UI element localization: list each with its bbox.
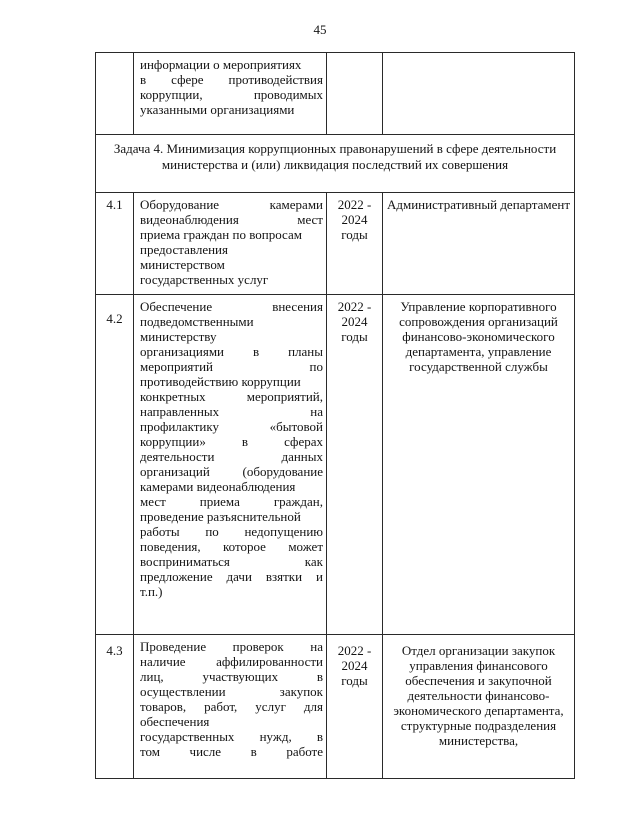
description-line: работы по недопущению <box>140 524 323 539</box>
task-heading-row <box>96 135 575 193</box>
description-line: коррупции, проводимых <box>140 87 323 102</box>
responsible-cell: Отдел организации закупок управления финансового обеспечения и закупочной деятельности финансово-экономического департамента, структурные подразделения министерства, <box>383 635 575 779</box>
term-cell <box>327 53 383 135</box>
description-line: предложение дачи взятки и <box>140 569 323 584</box>
table-row-4-1 <box>96 193 575 295</box>
term-cell <box>327 193 383 295</box>
term-cell <box>327 635 383 779</box>
description-line: обеспечения <box>140 714 210 729</box>
row-number: 4.2 <box>96 295 134 635</box>
description-line: проведение разъяснительной <box>140 509 301 524</box>
table-row-4-3 <box>96 635 575 779</box>
description-line: организациями в планы <box>140 344 323 359</box>
description-line: министерством <box>140 257 225 272</box>
description-line: осуществлении закупок <box>140 684 323 699</box>
table-row-4-2 <box>96 295 575 635</box>
description-line: товаров, работ, услуг для <box>140 699 323 714</box>
description-line: информации о мероприятиях <box>140 57 302 72</box>
description-line: том числе в работе <box>140 744 323 759</box>
description-line: т.п.) <box>140 584 163 599</box>
description-line: коррупции» в сферах <box>140 434 323 449</box>
plan-table <box>95 52 575 779</box>
description-line: указанными организациями <box>140 102 295 117</box>
description-line: поведения, которое может <box>140 539 323 554</box>
responsible-cell: Управление корпоративного сопровождения организаций финансово-экономического департамента, управление государственной службы <box>383 295 575 635</box>
description-line: организаций (оборудование <box>140 464 323 479</box>
description-line: направленных на <box>140 404 323 419</box>
description-line: в сфере противодействия <box>140 72 323 87</box>
description-cell <box>134 193 327 295</box>
page-number: 45 <box>313 22 327 37</box>
row-number: 4.3 <box>96 635 134 779</box>
term-line: 2024 <box>341 212 368 227</box>
task-title: Задача 4. Минимизация коррупционных правонарушений в сфере деятельности министерства и (или) ликвидация последствий их совершения <box>96 135 575 193</box>
description-line: наличие аффилированности <box>140 654 323 669</box>
description-line: Проведение проверок на <box>140 639 323 654</box>
description-cell <box>134 635 327 779</box>
row-number-cell <box>96 53 134 135</box>
description-cell <box>134 53 327 135</box>
description-line: профилактику «бытовой <box>140 419 323 434</box>
description-line: подведомственными <box>140 314 254 329</box>
row-number: 4.1 <box>96 193 134 295</box>
description-line: камерами видеонаблюдения <box>140 479 296 494</box>
description-line: восприниматься как <box>140 554 323 569</box>
responsible-cell: Административный департамент <box>383 193 575 295</box>
description-line: деятельности данных <box>140 449 323 464</box>
description-line: противодействию коррупции <box>140 374 301 389</box>
description-line: Оборудование камерами <box>140 197 323 212</box>
description-line: видеонаблюдения мест <box>140 212 323 227</box>
term-line: годы <box>341 673 368 688</box>
description-line: государственных услуг <box>140 272 269 287</box>
description-line: государственных нужд, в <box>140 729 323 744</box>
term-line: годы <box>341 329 368 344</box>
description-line: мест приема граждан, <box>140 494 323 509</box>
term-cell <box>327 295 383 635</box>
term-line: 2024 <box>341 658 368 673</box>
description-line: мероприятий по <box>140 359 323 374</box>
term-line: 2022 - <box>337 299 372 314</box>
description-line: приема граждан по вопросам <box>140 227 302 242</box>
description-line: Обеспечение внесения <box>140 299 323 314</box>
responsible-cell <box>383 53 575 135</box>
description-line: конкретных мероприятий, <box>140 389 323 404</box>
term-line: 2022 - <box>337 643 372 658</box>
table-row-continuation <box>96 53 575 135</box>
term-line: 2024 <box>341 314 368 329</box>
description-line: лиц, участвующих в <box>140 669 323 684</box>
term-line: годы <box>341 227 368 242</box>
description-cell <box>134 295 327 635</box>
description-line: предоставления <box>140 242 228 257</box>
description-line: министерству <box>140 329 217 344</box>
term-line: 2022 - <box>337 197 372 212</box>
